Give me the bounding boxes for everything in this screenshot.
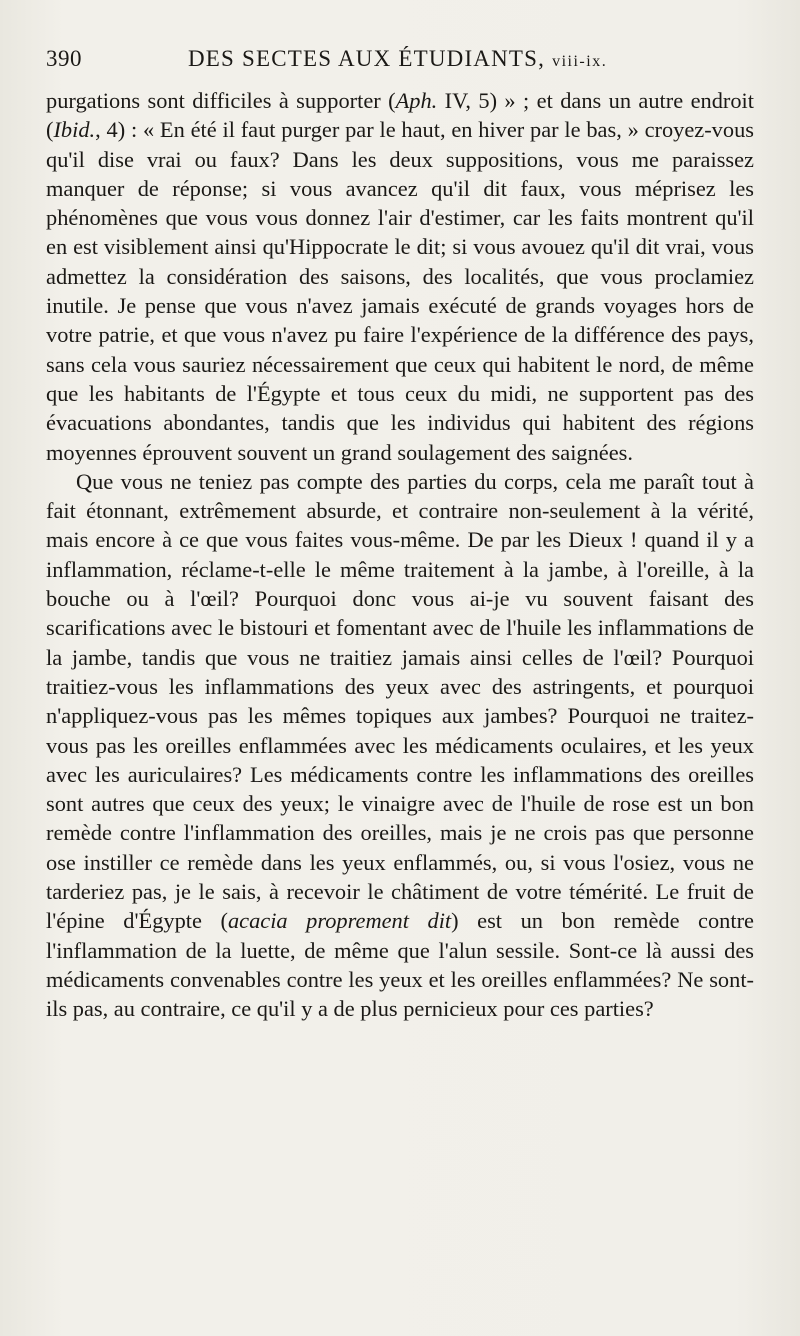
running-header — [46, 46, 754, 80]
italic-term-acacia: acacia proprement dit — [227, 908, 452, 934]
text-segment: , 4) : « En été il faut purger par le haut, en hiver par le bas, » croyez-vous qu'il dise vrai ou faux? Dans les deux suppositions, vous me paraissez manquer de réponse; si vous avancez qu'il dit faux, vous méprisez les phénomènes que vous vous donnez l'air d'estimer, car les faits montrent qu'il en est visiblement ainsi qu'Hippocrate le dit; si vous avouez qu'il dit vrai, vous admettez la considération des saisons, des localités, que vous proclamiez inutile. Je pense que vous n'avez jamais exécuté de grands voyages hors de votre patrie, et que vous n'avez pu faire l'expérience de la différence des pays, sans cela vous sauriez nécessairement que ceux qui habitent le nord, de même que les habitants de l'Égypte et tous ceux du midi, ne supportent pas des évacuations abondantes, tandis que les individus qui habitent des régions moyennes éprouvent souvent un grand soulagement des saignées. — [46, 117, 754, 465]
citation-ibid: Ibid. — [53, 117, 96, 143]
paragraph-2 — [46, 467, 754, 1024]
text-segment: ) est un bon remède contre l'inflammation de la luette, de même que l'alun sessile. Sont-ce là aussi des médicaments convenables contre les yeux et les oreilles enflammées? Ne sont-ils pas, au contraire, ce qu'il y a de plus pernicieux pour ces parties? — [46, 908, 754, 1022]
paragraph-1 — [46, 86, 754, 467]
text-segment: IV, 5) » ; et dans un autre endroit ( — [46, 88, 754, 143]
running-title — [188, 46, 607, 72]
body-text — [46, 86, 754, 1024]
citation-aph: Aph. — [395, 88, 438, 113]
page-number: 390 — [46, 46, 82, 71]
chapter-reference: viii-ix. — [552, 53, 608, 70]
text-segment: purgations sont difficiles à supporter ( — [46, 88, 396, 113]
text-segment: Que vous ne teniez pas compte des parties du corps, cela me paraît tout à fait étonnant, extrêmement absurde, et contraire non-seulement à la vérité, mais encore à ce que vous faites vous-même. De par les Dieux ! quand il y a inflammation, réclame-t-elle le même traitement à la jambe, à l'oreille, à la bouche ou à l'œil? Pourquoi donc vous ai-je vu souvent faisant des scarifications avec le bistouri et fomentant avec de l'huile les inflammations de la jambe, tandis que vous ne traitiez jamais ainsi celles de l'œil? Pourquoi traitiez-vous les inflammations des yeux avec des astringents, et pourquoi n'appliquez-vous pas les mêmes topiques aux jambes? Pourquoi ne traitez-vous pas les oreilles enflammées avec les médicaments oculaires, et les yeux avec les auriculaires? Les médicaments contre les inflammations des oreilles sont autres que ceux des yeux; le vinaigre avec de l'huile de rose est un bon remède contre l'inflammation des oreilles, mais je ne crois pas que personne ose instiller ce remède dans les yeux enflammés, ou, si vous l'osiez, vous ne tarderiez pas, je le sais, à recevoir le châtiment de votre témérité. Le fruit de l'épine d'Égypte ( — [46, 468, 754, 934]
running-title-text: DES SECTES AUX ÉTUDIANTS, — [188, 46, 546, 71]
